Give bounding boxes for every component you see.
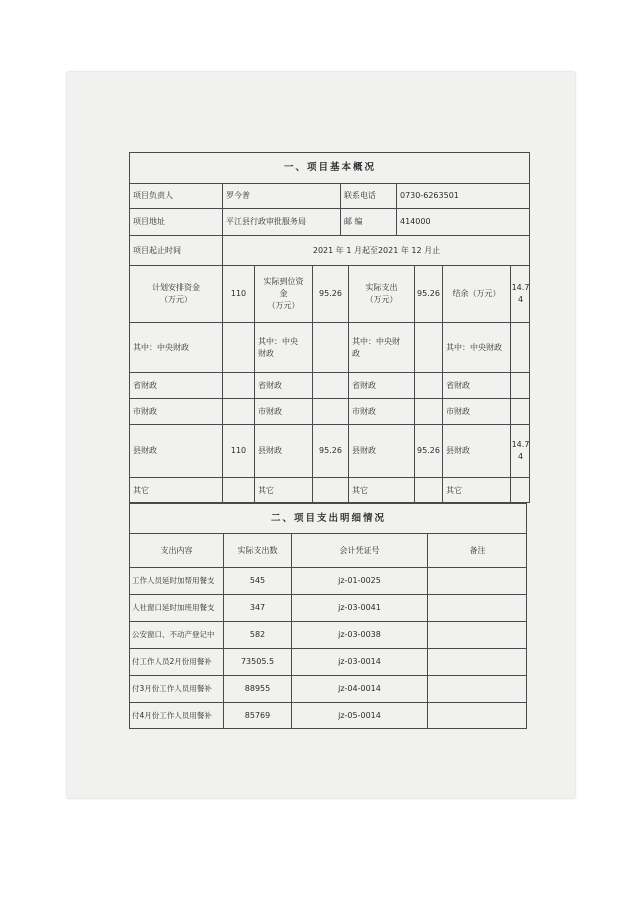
city-spent-label: 市财政 (348, 398, 414, 424)
other-balance (510, 477, 530, 503)
expense-content: 公安窗口、不动产登记中 (129, 621, 223, 648)
expense-voucher: jz-05-0014 (291, 702, 427, 729)
county-label: 县财政 (129, 424, 222, 477)
period-value: 2021 年 1 月起至2021 年 12 月止 (222, 235, 530, 265)
central-arrived-label: 其中：中央 财政 (254, 322, 312, 372)
expense-amount: 85769 (223, 702, 291, 729)
expense-voucher: jz-01-0025 (291, 567, 427, 594)
expense-note (427, 702, 527, 729)
section1-title: 一、项目基本概况 (129, 152, 530, 183)
expense-content: 人社窗口延时加班用餐支 (129, 594, 223, 621)
province-arrived (312, 372, 348, 398)
other-arrived (312, 477, 348, 503)
expense-voucher: jz-03-0041 (291, 594, 427, 621)
county-arrived: 95.26 (312, 424, 348, 477)
other-label: 其它 (129, 477, 222, 503)
expense-content: 付3月份工作人员用餐补 (129, 675, 223, 702)
central-arrived (312, 322, 348, 372)
city-label: 市财政 (129, 398, 222, 424)
province-spent (414, 372, 442, 398)
central-label: 其中：中央财政 (129, 322, 222, 372)
central-spent (414, 322, 442, 372)
arrived-value: 95.26 (312, 265, 348, 322)
city-balance (510, 398, 530, 424)
central-spent-label: 其中：中央财 政 (348, 322, 414, 372)
header-voucher: 会计凭证号 (291, 533, 427, 567)
balance-value: 14.7 4 (510, 265, 530, 322)
expense-amount: 347 (223, 594, 291, 621)
expense-voucher: jz-03-0038 (291, 621, 427, 648)
phone-label: 联系电话 (340, 183, 396, 208)
county-spent-label: 县财政 (348, 424, 414, 477)
expense-amount: 582 (223, 621, 291, 648)
period-label: 项目起止时间 (129, 235, 222, 265)
header-amount: 实际支出数 (223, 533, 291, 567)
province-label: 省财政 (129, 372, 222, 398)
spent-value: 95.26 (414, 265, 442, 322)
city-plan (222, 398, 254, 424)
other-spent (414, 477, 442, 503)
header-content: 支出内容 (129, 533, 223, 567)
county-arrived-label: 县财政 (254, 424, 312, 477)
manager-value: 罗今普 (222, 183, 340, 208)
other-plan (222, 477, 254, 503)
postcode-value: 414000 (396, 208, 530, 235)
plan-label: 计划安排资金 （万元） (129, 265, 222, 322)
province-plan (222, 372, 254, 398)
other-arrived-label: 其它 (254, 477, 312, 503)
arrived-label: 实际到位资 金 （万元） (254, 265, 312, 322)
city-arrived-label: 市财政 (254, 398, 312, 424)
county-balance-label: 县财政 (442, 424, 510, 477)
central-balance (510, 322, 530, 372)
expense-voucher: jz-03-0014 (291, 648, 427, 675)
central-balance-label: 其中：中央财政 (442, 322, 510, 372)
province-balance (510, 372, 530, 398)
county-spent: 95.26 (414, 424, 442, 477)
province-spent-label: 省财政 (348, 372, 414, 398)
city-balance-label: 市财政 (442, 398, 510, 424)
phone-value: 0730-6263501 (396, 183, 530, 208)
address-value: 平江县行政审批服务局 (222, 208, 340, 235)
address-label: 项目地址 (129, 208, 222, 235)
expense-note (427, 594, 527, 621)
county-plan: 110 (222, 424, 254, 477)
central-plan (222, 322, 254, 372)
province-arrived-label: 省财政 (254, 372, 312, 398)
section2-title: 二、项目支出明细情况 (129, 503, 527, 533)
expense-note (427, 675, 527, 702)
expense-amount: 73505.5 (223, 648, 291, 675)
spent-label: 实际支出 （万元） (348, 265, 414, 322)
county-balance: 14.7 4 (510, 424, 530, 477)
manager-label: 项目负责人 (129, 183, 222, 208)
expense-note (427, 621, 527, 648)
expense-content: 工作人员延时加帮用餐支 (129, 567, 223, 594)
expense-note (427, 567, 527, 594)
expense-content: 付工作人员2月份用餐补 (129, 648, 223, 675)
plan-value: 110 (222, 265, 254, 322)
other-spent-label: 其它 (348, 477, 414, 503)
header-note: 备注 (427, 533, 527, 567)
province-balance-label: 省财政 (442, 372, 510, 398)
other-balance-label: 其它 (442, 477, 510, 503)
expense-amount: 545 (223, 567, 291, 594)
expense-note (427, 648, 527, 675)
expense-content: 付4月份工作人员用餐补 (129, 702, 223, 729)
expense-amount: 88955 (223, 675, 291, 702)
city-spent (414, 398, 442, 424)
postcode-label: 邮 编 (340, 208, 396, 235)
balance-label: 结余（万元） (442, 265, 510, 322)
city-arrived (312, 398, 348, 424)
expense-voucher: jz-04-0014 (291, 675, 427, 702)
